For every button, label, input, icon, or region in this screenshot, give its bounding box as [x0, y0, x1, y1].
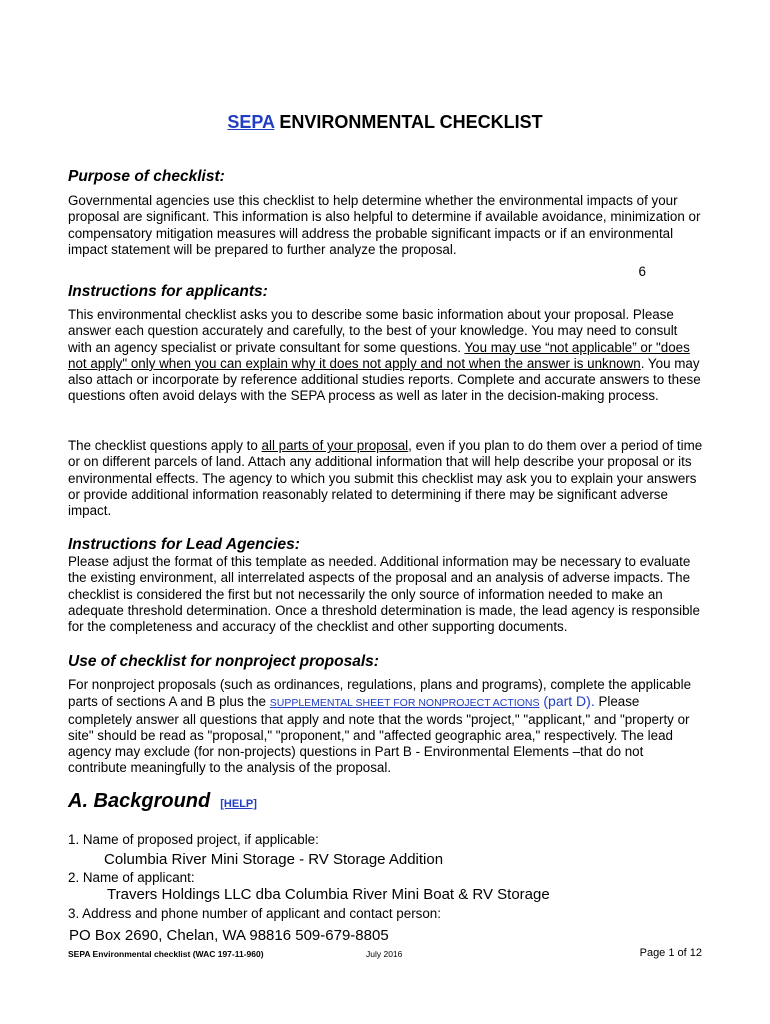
applicants-p1-underlined: You may use “not applicable” or "does not apply" only when you can explain why it does not apply and not when the answer is unknown [68, 339, 690, 371]
footer-date: July 2016 [366, 949, 403, 959]
stray-number: 6 [638, 264, 646, 279]
nonproject-text-b: Please completely answer all questions that apply and note that the words "project," "applicant," and "property or site" should be read as "proposal," "proponent," and "affected geographic area," respectively. The lead agency may exclude (for non-projects) questions in Part B - Environmental Elements –that do not contribute meaningfully to the analysis of the proposal. [68, 694, 690, 776]
title-rest: ENVIRONMENTAL CHECKLIST [274, 112, 543, 132]
part-d-link[interactable]: (part D). [539, 693, 595, 710]
page-title [0, 112, 770, 133]
applicants-p2-text-a: The checklist questions apply to [68, 438, 262, 453]
help-link[interactable]: [HELP] [220, 798, 257, 810]
sepa-title-link[interactable]: SEPA [227, 112, 275, 132]
applicants-p2-text-b: , even if you plan to do them over a period of time or on different parcels of land. Attach any additional information that will help describe your proposal or its environmental effects. The agency to which you submit this checklist may ask you to explain your answers or provide additional information reasonably related to determining if there may be significant adverse impact. [68, 438, 703, 519]
answer-2: Travers Holdings LLC dba Columbia River Mini Boat & RV Storage [107, 886, 550, 903]
applicants-p2-underlined: all parts of your proposal [261, 438, 409, 453]
question-2: 2. Name of applicant: [68, 870, 195, 885]
question-3: 3. Address and phone number of applicant and contact person: [68, 906, 441, 921]
background-heading [68, 790, 257, 813]
applicants-p1-text-a: This environmental checklist asks you to describe some basic information about your proposal. Please answer each question accurately and carefully, to the best of your knowledge. You may need to consult with an agency specialist or private consultant for some questions. [68, 307, 678, 355]
nonproject-text-a: For nonproject proposals (such as ordinances, regulations, plans and programs), complete the applicable parts of sections A and B plus the [68, 677, 692, 710]
lead-agencies-text: Please adjust the format of this template as needed. Additional information may be necessary to evaluate the existing environment, all interrelated aspects of the proposal and an analysis of adverse impacts. The checklist is considered the first but not necessarily the only source of information needed to make an adequate threshold determination. Once a threshold determination is made, the lead agency is responsible for the completeness and accuracy of the checklist and other supporting documents. [68, 554, 700, 635]
applicants-heading: Instructions for applicants: [68, 283, 268, 300]
applicants-paragraph-2 [68, 438, 704, 519]
supplemental-sheet-link[interactable]: SUPPLEMENTAL SHEET FOR NONPROJECT ACTIONS [269, 697, 540, 710]
nonproject-text [68, 677, 704, 777]
applicants-paragraph-1 [68, 307, 704, 405]
footer-form-name: SEPA Environmental checklist (WAC 197-11-960) [68, 949, 264, 959]
purpose-text: Governmental agencies use this checklist to help determine whether the environmental impacts of your proposal are significant. This information is also helpful to determine if available avoidance, minimization or compensatory mitigation measures will address the probable significant impacts or if an environmental impact statement will be prepared to further analyze the proposal. [68, 193, 701, 257]
nonproject-heading: Use of checklist for nonproject proposals: [68, 653, 379, 670]
answer-3: PO Box 2690, Chelan, WA 98816 509-679-8805 [69, 927, 389, 944]
purpose-heading: Purpose of checklist: [68, 168, 225, 185]
footer-page-number: Page 1 of 12 [639, 947, 702, 959]
answer-1: Columbia River Mini Storage - RV Storage Addition [104, 851, 444, 868]
lead-agencies-heading: Instructions for Lead Agencies: [68, 536, 300, 553]
background-title: A. Background [68, 790, 211, 812]
question-1: 1. Name of proposed project, if applicable: [68, 832, 319, 847]
applicants-p1-text-b: . You may also attach or incorporate by reference additional studies reports. Complete and accurate answers to these questions often avoid delays with the SEPA process as well as later in the decision-making process. [68, 355, 701, 404]
